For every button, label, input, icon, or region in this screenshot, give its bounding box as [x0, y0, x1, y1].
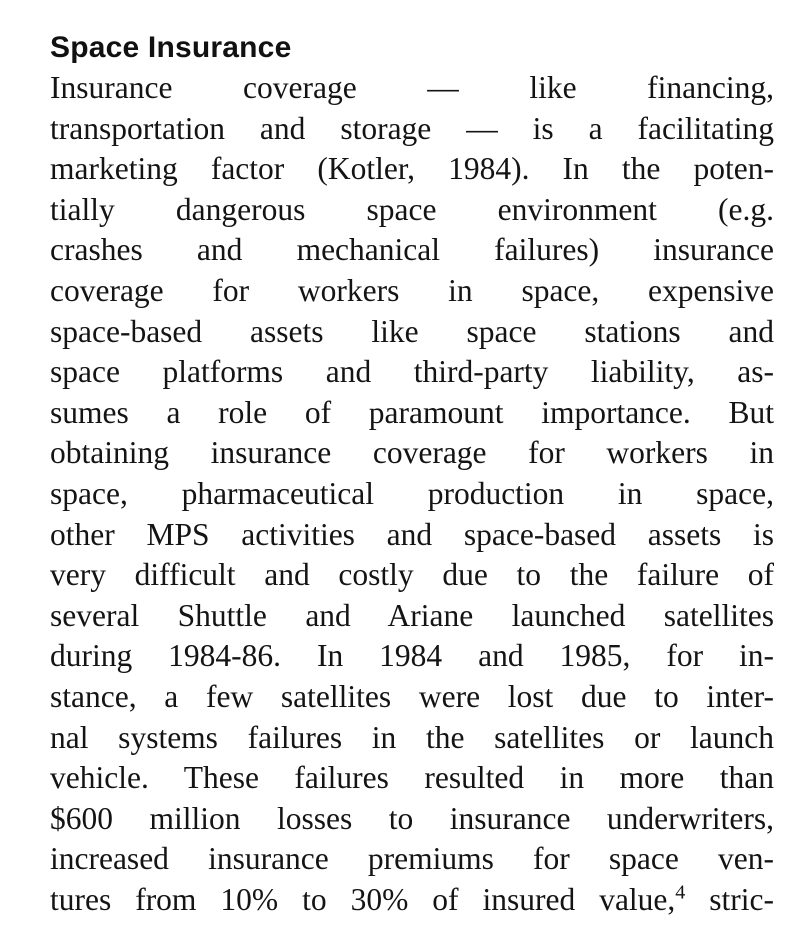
text-line: obtaining insurance coverage for workers in — [50, 435, 774, 471]
text-line: during 1984-86. In 1984 and 1985, for in- — [50, 638, 774, 674]
text-line: marketing factor (Kotler, 1984). In the poten- — [50, 151, 774, 187]
text-line: transportation and storage — is a facilitating — [50, 110, 774, 146]
text-line: very difficult and costly due to the failure of — [50, 557, 774, 593]
text-line: $600 million losses to insurance underwriters, — [50, 800, 774, 836]
text-line-segment: stric- — [685, 881, 774, 917]
body-paragraph — [50, 68, 774, 940]
text-line: several Shuttle and Ariane launched satellites — [50, 597, 774, 633]
text-line: space, pharmaceutical production in space, — [50, 475, 774, 511]
text-line: space-based assets like space stations and — [50, 313, 774, 349]
text-line: nal systems failures in the satellites or launch — [50, 719, 774, 755]
text-line: increased insurance premiums for space ven- — [50, 841, 774, 877]
text-line: space platforms and third-party liability, as- — [50, 354, 774, 390]
text-line: tially dangerous space environment (e.g. — [50, 191, 774, 227]
text-line: other MPS activities and space-based assets is — [50, 516, 774, 552]
document-page — [50, 28, 774, 940]
section-heading: Space Insurance — [50, 31, 292, 64]
text-line: sumes a role of paramount importance. But — [50, 394, 774, 430]
text-line: stance, a few satellites were lost due to inter- — [50, 678, 774, 714]
text-line: crashes and mechanical failures) insurance — [50, 232, 774, 268]
text-line: coverage for workers in space, expensive — [50, 272, 774, 308]
text-line: vehicle. These failures resulted in more than — [50, 760, 774, 796]
text-line: Insurance coverage — like financing, — [50, 70, 774, 105]
text-line-segment: tures from 10% to 30% of insured value, — [50, 881, 676, 917]
footnote-marker: 4 — [675, 881, 686, 904]
